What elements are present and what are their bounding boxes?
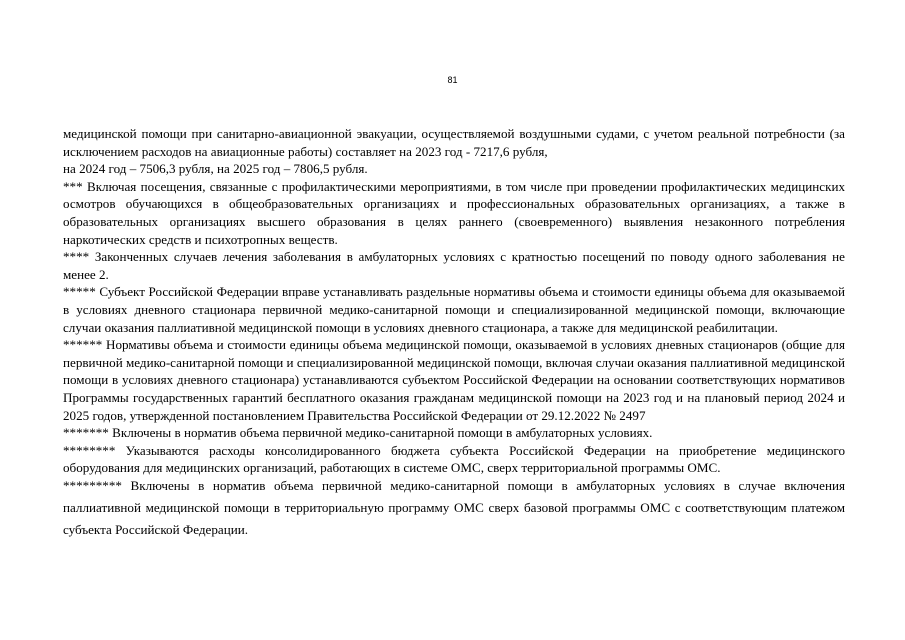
continuation-line-1: медицинской помощи при санитарно-авиационной эвакуации, осуществляемой воздушными судами, с учетом реальной потребности (за исключением расходов на авиационные работы) составляет на 2023 год - 7217,6 рубля, [63, 126, 845, 159]
footnote-8: ******** Указываются расходы консолидированного бюджета субъекта Российской Федерации на приобретение медицинского оборудования для медицинских организаций, работающих в системе ОМС, сверх территориальной программы ОМС. [63, 442, 845, 476]
footnote-7: ******* Включены в норматив объема первичной медико-санитарной помощи в амбулаторных условиях. [63, 425, 653, 441]
continuation-line-2: на 2024 год – 7506,3 рубля, на 2025 год – 7806,5 рубля. [63, 161, 368, 177]
paragraph-continuation [63, 125, 845, 178]
footnote-5: ***** Субъект Российской Федерации вправе устанавливать раздельные нормативы объема и стоимости единицы объема для оказываемой в условиях дневного стационара первичной медико-санитарной помощи и специализированной медицинской помощи, включающие случаи оказания паллиативной медицинской помощи в условиях дневного стационара, а также для медицинской реабилитации. [63, 284, 845, 335]
footnote-4: **** Законченных случаев лечения заболевания в амбулаторных условиях с кратностью посещений по поводу одного заболевания не менее 2. [63, 249, 845, 282]
footnote-6: ****** Нормативы объема и стоимости единицы объема медицинской помощи, оказываемой в условиях дневных стационаров (общие для первичной медико-санитарной помощи и специализированной медицинской помощи, включая случаи оказания паллиативной медицинской помощи в условиях дневного стационара) устанавливаются субъектом Российской Федерации на основании соответствующих нормативов Программы государственных гарантий бесплатного оказания гражданам медицинской помощи на 2023 год и на плановый период 2024 и 2025 годов, утвержденной постановлением Правительства Российской Федерации от 29.12.2022 № 2497 [63, 337, 845, 423]
page-number: 81 [447, 75, 458, 85]
footnote-3: *** Включая посещения, связанные с профилактическими мероприятиями, в том числе при проведении профилактических медицинских осмотров обучающихся в общеобразовательных организациях и профессиональных образовательных организациях, а также в образовательных организациях высшего образования в целях раннего (своевременного) выявления незаконного потребления наркотических средств и психотропных веществ. [63, 178, 845, 247]
footnotes-body [63, 125, 845, 541]
footnote-9: ********* Включены в норматив объема первичной медико-санитарной помощи в амбулаторных условиях в случае включения паллиативной медицинской помощи в территориальную программу ОМС сверх базовой программы ОМС с соответствующим платежом субъекта Российской Федерации. [63, 477, 845, 537]
